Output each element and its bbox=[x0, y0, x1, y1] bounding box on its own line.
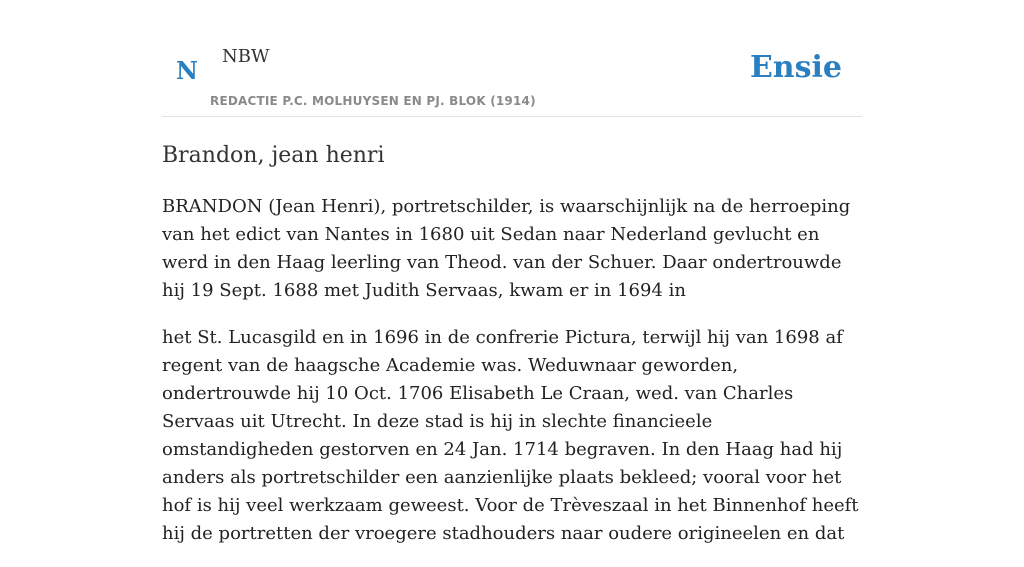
source-header bbox=[162, 0, 862, 117]
source-title[interactable]: NBW bbox=[222, 46, 270, 67]
entry-title: Brandon, jean henri bbox=[162, 143, 385, 168]
entry-body bbox=[162, 193, 862, 548]
source-logo[interactable]: N bbox=[176, 56, 198, 85]
entry-paragraph: het St. Lucasgild en in 1696 in de confrerie Pictura, terwijl hij van 1698 af regent van de haagsche Academie was. Weduwnaar geworden, ondertrouwde hij 10 Oct. 1706 Elisabeth Le Craan, wed. van Charles Servaas uit Utrecht. In deze stad is hij in slechte financieele omstandigheden gestorven en 24 Jan. 1714 begraven. In den Haag had hij anders als portretschilder een aanzienlijke plaats bekleed; vooral voor het hof is hij veel werkzaam geweest. Voor de Trèveszaal in het Binnenhof heeft hij de portretten der vroegere stadhouders naar oudere origineelen en dat bbox=[162, 327, 859, 544]
source-subtitle: REDACTIE P.C. MOLHUYSEN EN PJ. BLOK (1914) bbox=[210, 94, 536, 108]
brand-logo[interactable]: Ensie bbox=[749, 50, 842, 85]
page bbox=[162, 0, 862, 567]
entry-paragraph: BRANDON (Jean Henri), portretschilder, is waarschijnlijk na de herroeping van het edict van Nantes in 1680 uit Sedan naar Nederland gevlucht en werd in den Haag leerling van Theod. van der Schuer. Daar ondertrouwde hij 19 Sept. 1688 met Judith Servaas, kwam er in 1694 in bbox=[162, 196, 851, 301]
